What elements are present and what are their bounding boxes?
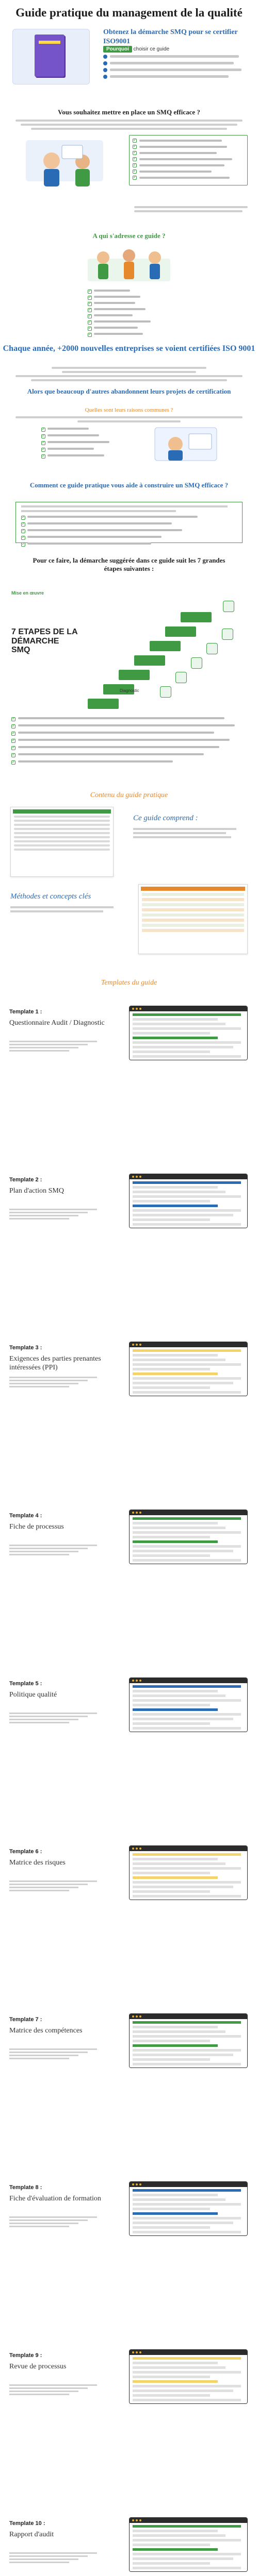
why-outro-paragraph — [10, 206, 248, 214]
bullet-icon — [103, 75, 107, 79]
steps-stairs-chart — [88, 585, 243, 709]
guide-benefits-box — [15, 502, 243, 543]
bullet-icon — [103, 55, 107, 59]
step-label-diagnostic: Diagnostic — [120, 688, 139, 693]
template-description — [9, 2216, 107, 2229]
template-preview — [129, 1342, 248, 1396]
template-card — [0, 1334, 258, 1401]
template-preview — [129, 2013, 248, 2068]
template-number: Template 7 : — [9, 2016, 42, 2023]
template-preview — [129, 2517, 248, 2572]
hero-heading: Obtenez la démarche SMQ pour se certifier ISO9001 — [103, 28, 238, 45]
template-title: Politique qualité — [9, 1691, 57, 1699]
template-number: Template 10 : — [9, 2520, 45, 2527]
template-title: Fiche de processus — [9, 1523, 64, 1531]
hero-why-text: choisir ce guide — [133, 46, 170, 52]
template-preview — [129, 1845, 248, 1900]
template-number: Template 1 : — [9, 1009, 42, 1015]
steps-stairs-title: 7 ETAPES DE LA DÉMARCHE SMQ — [11, 628, 78, 655]
template-preview — [129, 1174, 248, 1228]
template-card — [0, 1502, 258, 1569]
content-preview-summary — [10, 807, 114, 877]
bullet-icon — [103, 68, 107, 72]
stat-headline: Chaque année, +2000 nouvelles entreprises se voient certifiées ISO 9001 — [3, 344, 255, 353]
template-description — [9, 1713, 107, 1725]
template-preview — [129, 2349, 248, 2404]
template-title: Matrice des compétences — [9, 2027, 83, 2035]
steps-brand-label: Mise en œuvre — [11, 590, 44, 596]
stat-paragraph — [10, 367, 248, 383]
template-title: Rapport d'audit — [9, 2531, 54, 2538]
template-description — [9, 1545, 107, 1557]
check-icon — [133, 170, 137, 174]
why-check-item — [133, 170, 244, 174]
template-preview — [129, 1677, 248, 1732]
why-section-title: Vous souhaitez mettre en place un SMQ efficace ? — [58, 108, 200, 116]
why-check-item — [133, 176, 244, 180]
template-description — [9, 2048, 107, 2061]
template-number: Template 2 : — [9, 1177, 42, 1183]
check-icon — [133, 151, 137, 155]
hero-benefit-item — [103, 74, 248, 79]
template-preview — [129, 2181, 248, 2236]
content-includes-title: Ce guide comprend : — [133, 814, 198, 822]
template-number: Template 5 : — [9, 1681, 42, 1687]
template-description — [9, 1209, 107, 1221]
templates-section-title: Templates du guide — [101, 979, 157, 987]
check-icon — [133, 163, 137, 167]
content-card-methods — [10, 892, 124, 912]
template-description — [9, 2384, 107, 2397]
template-title: Questionnaire Audit / Diagnostic — [9, 1019, 105, 1027]
why-check-item — [133, 163, 244, 167]
template-title: Plan d'action SMQ — [9, 1187, 64, 1195]
why-intro-paragraph — [10, 120, 248, 132]
why-check-item — [133, 145, 244, 149]
hero-benefit-item — [103, 60, 248, 65]
content-card-includes — [133, 814, 247, 838]
template-card — [0, 2342, 258, 2409]
help-illustration — [150, 422, 222, 466]
help-reasons-list — [41, 428, 134, 461]
content-preview-concepts — [138, 884, 248, 954]
template-number: Template 4 : — [9, 1513, 42, 1519]
hero-benefit-item — [103, 54, 248, 59]
why-check-item — [133, 157, 244, 161]
template-card — [0, 2174, 258, 2241]
template-card — [0, 1838, 258, 1905]
check-icon — [133, 139, 137, 143]
hero-benefit-item — [103, 67, 248, 72]
guide-section-title: Comment ce guide pratique vous aide à construire un SMQ efficace ? — [29, 481, 229, 489]
why-check-item — [133, 139, 244, 143]
steps-numbered-list — [11, 717, 249, 765]
help-section-subtitle: Quelles sont leurs raisons communes ? — [85, 407, 173, 413]
template-card — [0, 2006, 258, 2073]
template-card — [0, 1166, 258, 1233]
template-title: Exigences des parties prenantes intéressées (PPI) — [9, 1355, 101, 1371]
hero-subline — [103, 46, 169, 52]
template-preview — [129, 1510, 248, 1564]
template-number: Template 6 : — [9, 1849, 42, 1855]
template-number: Template 3 : — [9, 1345, 42, 1351]
why-checklist-box — [129, 135, 248, 185]
template-preview — [129, 1006, 248, 1060]
steps-brand — [11, 590, 84, 596]
template-number: Template 8 : — [9, 2184, 42, 2191]
template-description — [9, 1041, 107, 1053]
template-title: Fiche d'évaluation de formation — [9, 2195, 101, 2202]
template-description — [9, 1377, 107, 1389]
template-title: Revue de processus — [9, 2363, 67, 2370]
guide-cover-image — [12, 29, 90, 84]
content-section-title: Contenu du guide pratique — [90, 791, 168, 799]
check-icon — [133, 145, 137, 149]
template-card — [0, 1670, 258, 1737]
team-illustration — [15, 135, 119, 197]
template-card — [0, 998, 258, 1065]
template-number: Template 9 : — [9, 2352, 42, 2359]
template-card — [0, 2510, 258, 2576]
hero-benefits-list — [103, 54, 248, 80]
steps-section-title: Pour ce faire, la démarche suggérée dans ce guide suit les 7 grandes étapes suivantes : — [33, 556, 225, 572]
why-check-item — [133, 151, 244, 155]
help-section-title: Alors que beaucoup d'autres abandonnent leurs projets de certification — [27, 387, 231, 395]
hero-why-button[interactable]: Pourquoi — [103, 46, 132, 53]
template-description — [9, 1880, 107, 1893]
content-methods-title: Méthodes et concepts clés — [10, 892, 91, 901]
template-description — [9, 2552, 107, 2565]
check-icon — [133, 157, 137, 161]
template-title: Matrice des risques — [9, 1859, 66, 1867]
page-title: Guide pratique du management de la qualité — [15, 6, 243, 19]
check-icon — [133, 176, 137, 180]
bullet-icon — [103, 61, 107, 65]
who-list — [88, 290, 175, 339]
who-section-title: A qui s'adresse ce guide ? — [92, 232, 166, 240]
who-illustration — [83, 243, 175, 286]
